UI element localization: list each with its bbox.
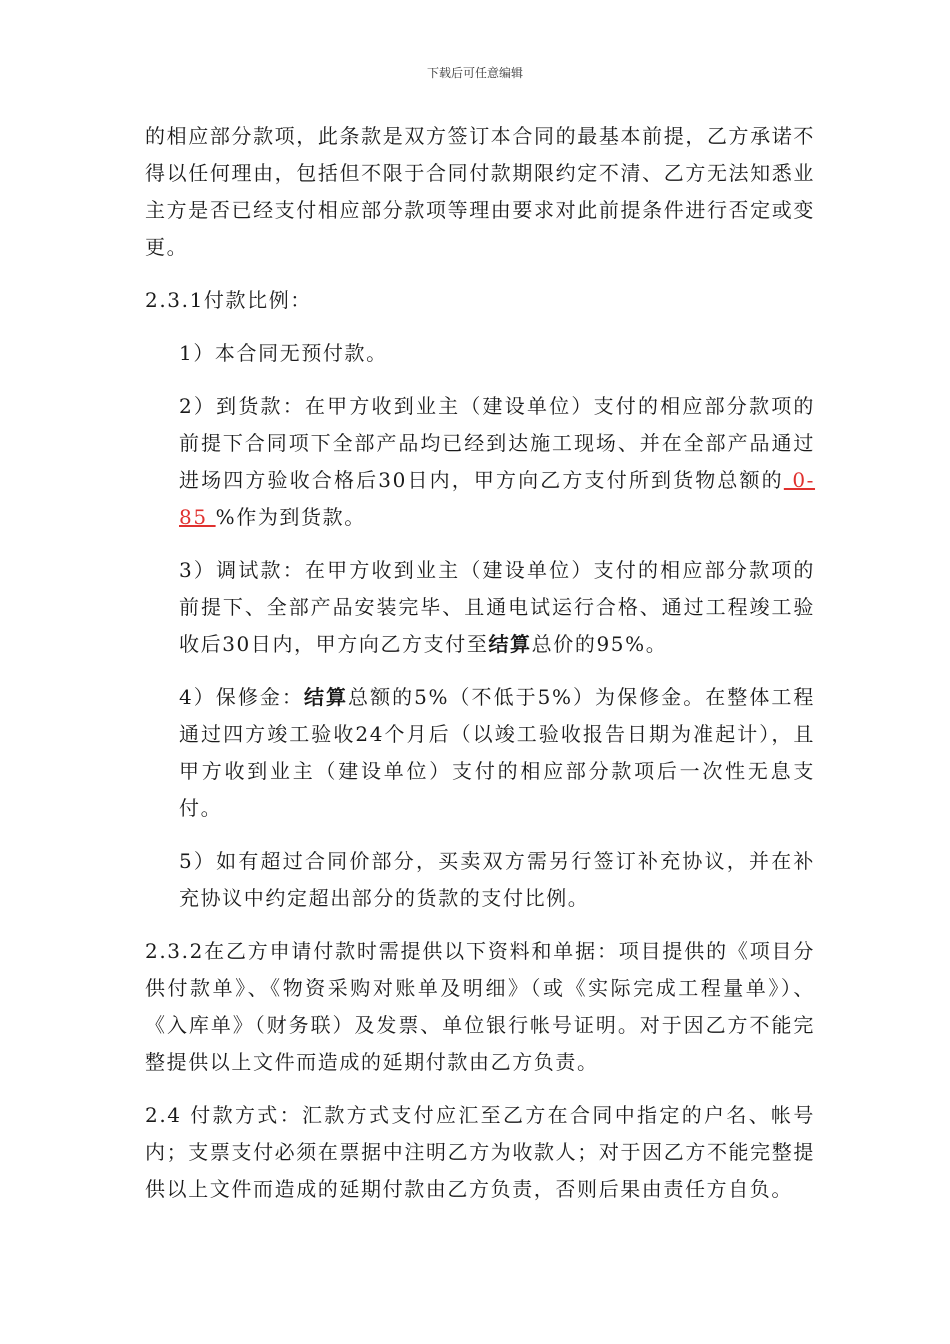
item-4-warranty-deposit xyxy=(145,679,815,827)
item-5-excess-amount: 5）如有超过合同价部分，买卖双方需另行签订补充协议，并在补充协议中约定超出部分的货款的支付比例。 xyxy=(179,849,815,910)
item-3-text-b: 总价的95%。 xyxy=(531,632,668,656)
item-3-text-a: 3）调试款：在甲方收到业主（建设单位）支付的相应部分款项的前提下、全部产品安装完毕、且通电试运行合格、通过工程竣工验收后30日内，甲方向乙方支付至 xyxy=(179,558,815,656)
payment-ratio-blank: 0-85 xyxy=(179,468,816,529)
section-2-3-2: 2.3.2在乙方申请付款时需提供以下资料和单据：项目提供的《项目分供付款单》、《物资采购对账单及明细》（或《实际完成工程量单》）、《入库单》（财务联）及发票、单位银行帐号证明。对于因乙方不能完整提供以上文件而造成的延期付款由乙方负责。 xyxy=(145,939,815,1074)
item-4-text-b: 总额的5%（不低于5%）为保修金。在整体工程通过四方竣工验收24个月后（以竣工验收报告日期为准起计），且甲方收到业主（建设单位）支付的相应部分款项后一次性无息支付。 xyxy=(179,685,815,820)
page-header: 下载后可任意编辑 xyxy=(426,66,523,80)
section-2-3-1-heading: 2.3.1付款比例： xyxy=(145,288,312,312)
item-1-no-prepayment: 1）本合同无预付款。 xyxy=(179,341,388,365)
item-2-delivery-payment xyxy=(145,388,815,536)
document-body xyxy=(145,118,815,1224)
item-2-text-a: 2）到货款：在甲方收到业主（建设单位）支付的相应部分款项的前提下合同项下全部产品均已经到达施工现场、并在全部产品通过进场四方验收合格后30日内，甲方向乙方支付所到货物总额的 xyxy=(179,394,815,492)
item-3-bold-settlement: 结算 xyxy=(488,632,532,656)
item-2-text-b: %作为到货款。 xyxy=(215,505,366,529)
item-4-text-a: 4）保修金： xyxy=(179,685,304,709)
item-3-commissioning-payment xyxy=(145,552,815,663)
paragraph-continuation: 的相应部分款项，此条款是双方签订本合同的最基本前提，乙方承诺不得以任何理由，包括但不限于合同付款期限约定不清、乙方无法知悉业主方是否已经支付相应部分款项等理由要求对此前提条件进行否定或变更。 xyxy=(145,124,815,259)
item-4-bold-settlement: 结算 xyxy=(303,685,349,709)
section-2-4-payment-method: 2.4 付款方式：汇款方式支付应汇至乙方在合同中指定的户名、帐号内；支票支付必须在票据中注明乙方为收款人；对于因乙方不能完整提供以上文件而造成的延期付款由乙方负责，否则后果由责任方自负。 xyxy=(145,1103,815,1201)
